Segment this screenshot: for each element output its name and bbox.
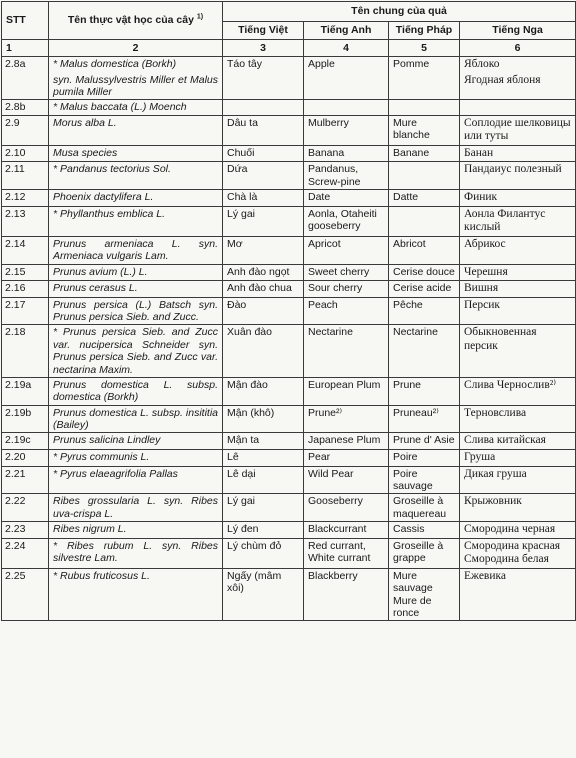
cell-stt: 2.8a [2,57,49,73]
cell-russian: Абрикос [460,236,576,264]
cell-stt: 2.12 [2,190,49,207]
table-row [2,538,576,568]
cell-french: Banane [389,145,460,162]
cell-scientific-name: Prunus domestica L. subsp. domestica (Borkh) [49,377,223,405]
cell-stt: 2.13 [2,206,49,236]
cell-english: Blackcurrant [304,522,389,539]
cell-french: Prune [389,377,460,405]
cell-russian: Банан [460,145,576,162]
cell-vietnamese: Mận đào [223,377,304,405]
cell-english: Peach [304,297,389,325]
header-french: Tiếng Pháp [389,22,460,40]
cell-english: Red currant, White currant [304,538,389,568]
cell-russian: Пандаиус полезный [460,162,576,190]
table-row [2,281,576,298]
header-common-name: Tên chung của quả [223,2,576,22]
cell-french: Pomme [389,57,460,73]
cell-russian: Слива китайская [460,433,576,450]
cell-vietnamese: Đào [223,297,304,325]
cell-stt: 2.16 [2,281,49,298]
cell-scientific-name: Prunus salicina Lindley [49,433,223,450]
fruit-names-table [1,1,576,621]
table-row [2,522,576,539]
table-row [2,568,576,621]
table-row [2,190,576,207]
cell-vietnamese: Dâu ta [223,115,304,145]
cell-scientific-name: * Phyllanthus emblica L. [49,206,223,236]
cell-scientific-name: Ribes nigrum L. [49,522,223,539]
cell-scientific-name: * Pyrus communis L. [49,450,223,467]
header-stt: STT [2,2,49,40]
cell-english: Nectarine [304,325,389,378]
cell-russian: Персик [460,297,576,325]
cell-scientific-name: Prunus armeniaca L. syn. Armeniaca vulgaris Lam. [49,236,223,264]
cell-english: Japanese Plum [304,433,389,450]
cell-english: European Plum [304,377,389,405]
cell-russian: Черешня [460,264,576,281]
cell-stt: 2.10 [2,145,49,162]
cell-stt: 2.14 [2,236,49,264]
table-row [2,206,576,236]
cell-vietnamese: Táo tây [223,57,304,73]
cell-french: Groseille à grappe [389,538,460,568]
table-row [2,405,576,433]
table-row [2,115,576,145]
header-english: Tiếng Anh [304,22,389,40]
cell-scientific-name: Prunus avium (L.) L. [49,264,223,281]
cell-scientific-name: * Malus domestica (Borkh) [49,57,223,73]
cell-french: Poire sauvage [389,466,460,494]
cell-vietnamese: Lý gai [223,206,304,236]
cell-russian: Аонла Филантус кислый [460,206,576,236]
table-row [2,100,576,115]
cell-russian: Терновслива [460,405,576,433]
cell-scientific-name: Musa species [49,145,223,162]
cell-vietnamese: Anh đào chua [223,281,304,298]
cell-scientific-name: Ribes grossularia L. syn. Ribes uva-crispa L. [49,494,223,522]
cell-russian: Вишня [460,281,576,298]
footnote-mark: 1) [196,13,204,21]
cell-vietnamese: Xuân đào [223,325,304,378]
cell-russian: Груша [460,450,576,467]
cell-english: Aonla, Otaheiti gooseberry [304,206,389,236]
cell-english: Banana [304,145,389,162]
cell-vietnamese: Lý gai [223,494,304,522]
cell-stt: 2.24 [2,538,49,568]
cell-english: Pear [304,450,389,467]
cell-english: Blackberry [304,568,389,621]
cell-russian: Смородина красная Смородина белая [460,538,576,568]
cell-french: Pêche [389,297,460,325]
cell-vietnamese: Lý chùm đỏ [223,538,304,568]
col-number: 4 [304,40,389,57]
cell-scientific-name: * Prunus persica Sieb. and Zucc var. nucipersica Schneider syn. Prunus persica Sieb. and Zucc var. nectarina Maxim. [49,325,223,378]
cell-english: Gooseberry [304,494,389,522]
col-number: 6 [460,40,576,57]
cell-vietnamese [223,100,304,115]
cell-vietnamese: Anh đào ngọt [223,264,304,281]
cell-stt: 2.8b [2,100,49,115]
cell-french: Abricot [389,236,460,264]
cell-french [389,73,460,100]
cell-stt: 2.19a [2,377,49,405]
cell-english: Pandanus, Screw-pine [304,162,389,190]
cell-french: Cerise douce [389,264,460,281]
cell-french: Cerise acide [389,281,460,298]
cell-stt: 2.21 [2,466,49,494]
cell-stt: 2.15 [2,264,49,281]
cell-english: Sour cherry [304,281,389,298]
header-row-top [2,2,576,22]
cell-russian: Дикая груша [460,466,576,494]
table-row [2,236,576,264]
table-row [2,494,576,522]
table-row [2,325,576,378]
cell-vietnamese [223,73,304,100]
cell-vietnamese: Lê dại [223,466,304,494]
col-number: 5 [389,40,460,57]
cell-english [304,73,389,100]
cell-french: Groseille à maquereau [389,494,460,522]
table-row [2,466,576,494]
header-russian: Tiếng Nga [460,22,576,40]
table-row [2,433,576,450]
cell-scientific-name: Prunus cerasus L. [49,281,223,298]
table-row [2,145,576,162]
cell-russian: Финик [460,190,576,207]
cell-vietnamese: Mận (khô) [223,405,304,433]
cell-scientific-name: syn. Malussylvestris Miller et Malus pumila Miller [49,73,223,100]
cell-stt: 2.19b [2,405,49,433]
cell-french: Nectarine [389,325,460,378]
col-number: 3 [223,40,304,57]
cell-french [389,100,460,115]
cell-french: Prune d' Asie [389,433,460,450]
header-scientific-name-text: Tên thực vật học của cây [67,14,194,27]
cell-english: Apricot [304,236,389,264]
cell-french [389,162,460,190]
cell-russian: Яблоко [460,57,576,73]
cell-english: Date [304,190,389,207]
cell-vietnamese: Ngấy (mâm xôi) [223,568,304,621]
cell-vietnamese: Mận ta [223,433,304,450]
cell-russian: Смородина черная [460,522,576,539]
cell-stt: 2.18 [2,325,49,378]
cell-stt: 2.19c [2,433,49,450]
cell-french: Cassis [389,522,460,539]
cell-scientific-name: * Pandanus tectorius Sol. [49,162,223,190]
cell-scientific-name: * Pyrus elaeagrifolia Pallas [49,466,223,494]
cell-stt: 2.25 [2,568,49,621]
cell-stt: 2.23 [2,522,49,539]
cell-english [304,100,389,115]
cell-stt: 2.9 [2,115,49,145]
table-body [2,57,576,621]
cell-english: Apple [304,57,389,73]
cell-french: Pruneau²⁾ [389,405,460,433]
header-vietnamese: Tiếng Việt [223,22,304,40]
cell-stt: 2.11 [2,162,49,190]
cell-english: Wild Pear [304,466,389,494]
table-row [2,57,576,73]
cell-russian: Ягодная яблоня [460,73,576,100]
cell-russian [460,100,576,115]
cell-french: Poire [389,450,460,467]
cell-russian: Слива Чернослив²⁾ [460,377,576,405]
cell-russian: Ежевика [460,568,576,621]
cell-vietnamese: Mơ [223,236,304,264]
cell-scientific-name: Prunus persica (L.) Batsch syn. Prunus persica Sieb. and Zucc. [49,297,223,325]
cell-stt: 2.20 [2,450,49,467]
cell-russian: Крыжовник [460,494,576,522]
cell-english: Prune²⁾ [304,405,389,433]
cell-french [389,206,460,236]
cell-scientific-name: Morus alba L. [49,115,223,145]
header-row-numbers [2,40,576,57]
cell-stt [2,73,49,100]
cell-scientific-name: Prunus domestica L. subsp. insititia (Bailey) [49,405,223,433]
cell-vietnamese: Dứa [223,162,304,190]
cell-vietnamese: Lý đen [223,522,304,539]
cell-scientific-name: Phoenix dactylifera L. [49,190,223,207]
table-row [2,450,576,467]
cell-russian: Обыкновенная персик [460,325,576,378]
header-scientific-name [49,2,223,40]
cell-vietnamese: Lê [223,450,304,467]
cell-stt: 2.17 [2,297,49,325]
cell-english: Sweet cherry [304,264,389,281]
cell-vietnamese: Chuối [223,145,304,162]
col-number: 2 [49,40,223,57]
table-row [2,264,576,281]
cell-french: Mure sauvage Mure de ronce [389,568,460,621]
table-row [2,377,576,405]
table-row [2,297,576,325]
cell-scientific-name: * Ribes rubum L. syn. Ribes silvestre Lam. [49,538,223,568]
cell-scientific-name: * Malus baccata (L.) Moench [49,100,223,115]
cell-vietnamese: Chà là [223,190,304,207]
cell-stt: 2.22 [2,494,49,522]
col-number: 1 [2,40,49,57]
table-row [2,73,576,100]
cell-scientific-name: * Rubus fruticosus L. [49,568,223,621]
cell-french: Datte [389,190,460,207]
table-row [2,162,576,190]
cell-french: Mure blanche [389,115,460,145]
cell-russian: Соплодие шелковицы или туты [460,115,576,145]
cell-english: Mulberry [304,115,389,145]
